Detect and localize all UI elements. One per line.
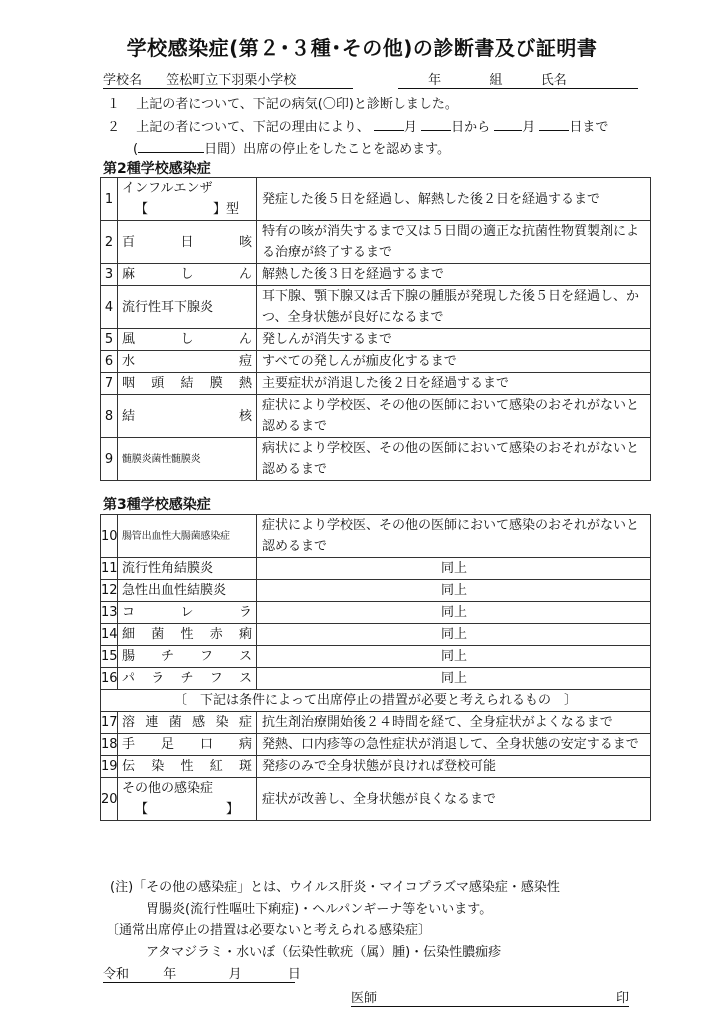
disease-cell [118, 286, 257, 329]
paren-open: ( [133, 142, 139, 157]
suspension-condition: 同上 [257, 558, 651, 580]
disease-cell [118, 264, 257, 286]
suspension-condition: 病状により学校医、その他の医師において感染のおそれがないと認めるまで [257, 438, 651, 481]
row-number: 14 [101, 624, 118, 646]
suspension-condition: すべての発しんが痂皮化するまで [257, 351, 651, 373]
disease-name: パ ラ チ フ ス [122, 671, 252, 686]
section-2-heading: 第2種学校感染症 [103, 161, 211, 177]
disease-cell [118, 646, 257, 668]
disease-cell [118, 515, 257, 558]
disease-name-blank: 【 】型 [134, 202, 239, 217]
section-3-heading: 第3種学校感染症 [103, 497, 211, 513]
table-row [101, 558, 651, 580]
row-number: 15 [101, 646, 118, 668]
statement-1-text: 上記の者について、下記の病気(〇印)と診断しました。 [136, 97, 458, 112]
row-number: 20 [101, 778, 118, 821]
month-to: 月 [522, 120, 536, 135]
row-number: 7 [101, 373, 118, 395]
row-number: 13 [101, 602, 118, 624]
suspension-condition: 抗生剤治療開始後２４時間を経て、全身症状がよくなるまで [257, 712, 651, 734]
school-name: 笠松町立下羽栗小学校 [166, 73, 297, 88]
page-title: 学校感染症(第２･３種･その他)の診断書及び証明書 [126, 36, 598, 60]
disease-cell [118, 756, 257, 778]
conditional-note: 〔 下記は条件によって出席停止の措置が必要と考えられるもの 〕 [101, 690, 651, 712]
days-text: 日間）出席の停止をしたことを認めます。 [204, 142, 451, 157]
school-field [103, 69, 353, 89]
statement-1-num: １ [107, 97, 121, 112]
statement-2-days [133, 138, 450, 157]
disease-name: 風 し ん [122, 332, 252, 347]
month-from: 月 [403, 120, 417, 135]
row-number: 8 [101, 395, 118, 438]
table-row [101, 329, 651, 351]
disease-cell [118, 438, 257, 481]
footnote-2: 胃腸炎(流行性嘔吐下痢症)・ヘルパンギーナ等をいいます。 [146, 902, 493, 917]
table-row [101, 624, 651, 646]
class-label: 組 [489, 73, 503, 88]
disease-name: 流行性角結膜炎 [122, 561, 214, 576]
table-row [101, 178, 651, 221]
date-field [103, 963, 301, 983]
table-row [101, 712, 651, 734]
row-number: 18 [101, 734, 118, 756]
doctor-label: 医師 [351, 991, 378, 1006]
row-number: 2 [101, 221, 118, 264]
suspension-condition: 同上 [257, 668, 651, 690]
disease-name: 細 菌 性 赤 痢 [122, 627, 252, 642]
table-row [101, 756, 651, 778]
name-label: 氏名 [540, 73, 567, 88]
suspension-condition: 解熱した後３日を経過するまで [257, 264, 651, 286]
table-row [101, 778, 651, 821]
day-to: 日まで [569, 120, 609, 135]
disease-name-blank: 【 】 [134, 802, 239, 817]
disease-name: 手 足 口 病 [122, 737, 252, 752]
table-row [101, 264, 651, 286]
day-from: 日から [451, 120, 491, 135]
suspension-condition: 同上 [257, 646, 651, 668]
disease-cell [118, 668, 257, 690]
disease-cell [118, 712, 257, 734]
disease-name: 腸 チ フ ス [122, 649, 252, 664]
doctor-field [351, 987, 629, 1007]
disease-name: 水 痘 [122, 354, 252, 369]
disease-cell [118, 221, 257, 264]
disease-name: 腸管出血性大腸菌感染症 [122, 530, 230, 542]
disease-cell [118, 778, 257, 821]
suspension-condition: 発疹のみで全身状態が良ければ登校可能 [257, 756, 651, 778]
table-row [101, 646, 651, 668]
disease-cell [118, 580, 257, 602]
student-field [398, 69, 638, 89]
disease-name: その他の感染症 [122, 781, 214, 796]
table-row [101, 515, 651, 558]
row-number: 9 [101, 438, 118, 481]
suspension-condition: 発熱、口内疹等の急性症状が消退して、全身状態の安定するまで [257, 734, 651, 756]
disease-name: 咽 頭 結 膜 熱 [122, 376, 252, 391]
section-2-table [100, 177, 651, 481]
disease-cell [118, 373, 257, 395]
date-month-label: 月 [228, 967, 242, 982]
suspension-condition: 症状が改善し、全身状態が良くなるまで [257, 778, 651, 821]
table-row [101, 602, 651, 624]
table-row [101, 438, 651, 481]
footnote-1: (注)「その他の感染症」とは、ウイルス肝炎・マイコプラズマ感染症・感染性 [110, 880, 560, 895]
disease-cell [118, 602, 257, 624]
suspension-condition: 同上 [257, 602, 651, 624]
statement-2-text: 上記の者について、下記の理由により、 [136, 120, 370, 135]
row-number: 4 [101, 286, 118, 329]
table-row [101, 373, 651, 395]
suspension-condition: 発しんが消失するまで [257, 329, 651, 351]
school-label: 学校名 [103, 73, 143, 88]
row-number: 6 [101, 351, 118, 373]
row-number: 12 [101, 580, 118, 602]
disease-cell [118, 351, 257, 373]
disease-cell [118, 624, 257, 646]
suspension-condition: 症状により学校医、その他の医師において感染のおそれがないと認めるまで [257, 395, 651, 438]
section-3-table [100, 514, 651, 821]
suspension-condition: 耳下腺、顎下腺又は舌下腺の腫脹が発現した後５日を経過し、かつ、全身状態が良好になるまで [257, 286, 651, 329]
suspension-condition: 症状により学校医、その他の医師において感染のおそれがないと認めるまで [257, 515, 651, 558]
table-row [101, 286, 651, 329]
date-year-label: 年 [163, 967, 177, 982]
footnote-3: 〔通常出席停止の措置は必要ないと考えられる感染症〕 [106, 923, 432, 938]
disease-name: 流行性耳下腺炎 [122, 299, 214, 315]
table-row [101, 395, 651, 438]
disease-cell [118, 734, 257, 756]
era-label: 令和 [103, 967, 130, 982]
disease-name: 髄膜炎菌性髄膜炎 [122, 453, 201, 465]
row-number: 19 [101, 756, 118, 778]
disease-name: 溶 連 菌 感 染 症 [122, 715, 252, 730]
statement-2-num: ２ [107, 120, 121, 135]
row-number: 17 [101, 712, 118, 734]
disease-cell [118, 558, 257, 580]
row-number: 16 [101, 668, 118, 690]
table-row [101, 351, 651, 373]
suspension-condition: 発症した後５日を経過し、解熱した後２日を経過するまで [257, 178, 651, 221]
footnote-4: アタマジラミ・水いぼ（伝染性軟疣（属）腫)・伝染性膿痂疹 [146, 945, 502, 960]
disease-cell [118, 329, 257, 351]
disease-name: 結 核 [122, 408, 252, 424]
disease-name: 百 日 咳 [122, 234, 252, 250]
seal-label: 印 [615, 991, 629, 1006]
statement-2 [107, 116, 608, 135]
table-row [101, 580, 651, 602]
suspension-condition: 同上 [257, 624, 651, 646]
year-label: 年 [428, 73, 442, 88]
disease-name: 伝 染 性 紅 斑 [122, 759, 252, 774]
disease-name: 急性出血性結膜炎 [122, 583, 227, 598]
row-number: 3 [101, 264, 118, 286]
row-number: 11 [101, 558, 118, 580]
date-day-label: 日 [287, 967, 301, 982]
suspension-condition: 特有の咳が消失するまで又は５日間の適正な抗菌性物質製剤による治療が終了するまで [257, 221, 651, 264]
disease-name: インフルエンザ [122, 181, 213, 196]
conditional-note-row [101, 690, 651, 712]
disease-cell [118, 178, 257, 221]
row-number: 1 [101, 178, 118, 221]
disease-cell [118, 395, 257, 438]
table-row [101, 221, 651, 264]
row-number: 10 [101, 515, 118, 558]
row-number: 5 [101, 329, 118, 351]
table-row [101, 734, 651, 756]
suspension-condition: 主要症状が消退した後２日を経過するまで [257, 373, 651, 395]
disease-name: コ レ ラ [122, 605, 252, 620]
disease-name: 麻 し ん [122, 267, 252, 282]
statement-1 [107, 93, 458, 112]
suspension-condition: 同上 [257, 580, 651, 602]
table-row [101, 668, 651, 690]
